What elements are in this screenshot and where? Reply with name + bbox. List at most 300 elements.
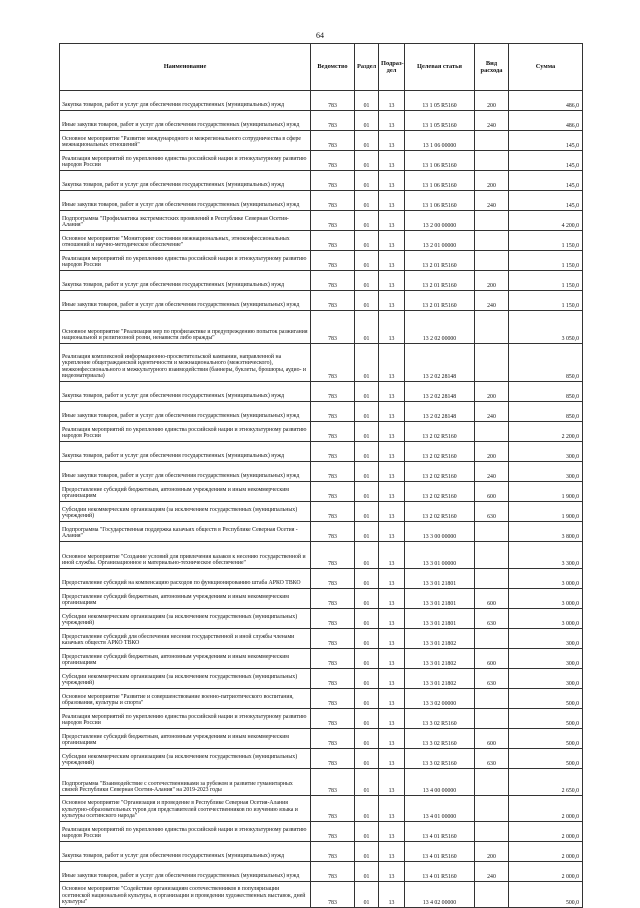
row-vid-raskhoda	[475, 769, 509, 796]
row-razdel: 01	[355, 271, 379, 291]
table-row	[60, 822, 583, 842]
row-podrazdel: 13	[379, 171, 405, 191]
row-podrazdel: 13	[379, 91, 405, 111]
row-summa: 145,0	[509, 171, 583, 191]
row-podrazdel: 13	[379, 482, 405, 502]
row-podrazdel: 13	[379, 462, 405, 482]
table-row	[60, 729, 583, 749]
row-summa: 500,0	[509, 689, 583, 709]
row-vid-raskhoda: 240	[475, 402, 509, 422]
row-vid-raskhoda	[475, 311, 509, 344]
row-vid-raskhoda	[475, 569, 509, 589]
table-row	[60, 569, 583, 589]
row-name: Основное мероприятие "Реализация мер по профилактике и предупреждению попыток разжигания национальной и религиозной розни, ненависти либо вражды"	[60, 311, 311, 344]
row-podrazdel: 13	[379, 422, 405, 442]
row-celevaya-statya: 13 4 02 00000	[405, 882, 475, 908]
row-razdel: 01	[355, 729, 379, 749]
row-name: Закупка товаров, работ и услуг для обеспечения государственных (муниципальных) нужд	[60, 382, 311, 402]
row-name: Основное мероприятие "Создание условий для привлечения казаков к несению государственной и иной службы. Организационное и материально-техническое обеспечение"	[60, 542, 311, 569]
row-celevaya-statya: 13 2 01 R5160	[405, 271, 475, 291]
row-celevaya-statya: 13 3 01 21802	[405, 629, 475, 649]
table-row	[60, 402, 583, 422]
row-celevaya-statya: 13 2 01 00000	[405, 231, 475, 251]
row-vid-raskhoda: 630	[475, 669, 509, 689]
row-razdel: 01	[355, 749, 379, 769]
row-razdel: 01	[355, 502, 379, 522]
row-summa: 1 150,0	[509, 271, 583, 291]
row-vedomstvo: 783	[311, 709, 355, 729]
row-summa: 2 000,0	[509, 796, 583, 822]
row-vedomstvo: 783	[311, 862, 355, 882]
row-vid-raskhoda	[475, 251, 509, 271]
row-name: Реализация мероприятий по укреплению единства российской нации и этнокультурному развитию народов России	[60, 422, 311, 442]
row-razdel: 01	[355, 629, 379, 649]
row-vid-raskhoda	[475, 629, 509, 649]
row-vedomstvo: 783	[311, 502, 355, 522]
row-summa: 1 900,0	[509, 502, 583, 522]
row-vedomstvo: 783	[311, 382, 355, 402]
row-name: Иные закупки товаров, работ и услуг для обеспечения государственных (муниципальных) нужд	[60, 402, 311, 422]
row-razdel: 01	[355, 171, 379, 191]
row-summa: 3 300,0	[509, 542, 583, 569]
row-podrazdel: 13	[379, 822, 405, 842]
row-vid-raskhoda: 630	[475, 609, 509, 629]
row-name: Иные закупки товаров, работ и услуг для обеспечения государственных (муниципальных) нужд	[60, 462, 311, 482]
row-vedomstvo: 783	[311, 344, 355, 382]
row-podrazdel: 13	[379, 344, 405, 382]
row-summa: 500,0	[509, 729, 583, 749]
row-name: Реализация мероприятий по укреплению единства российской нации и этнокультурному развитию народов России	[60, 822, 311, 842]
row-podrazdel: 13	[379, 271, 405, 291]
row-vedomstvo: 783	[311, 231, 355, 251]
page-number: 64	[316, 31, 324, 40]
row-razdel: 01	[355, 111, 379, 131]
row-vedomstvo: 783	[311, 669, 355, 689]
row-celevaya-statya: 13 4 00 00000	[405, 769, 475, 796]
row-summa: 300,0	[509, 669, 583, 689]
row-vedomstvo: 783	[311, 569, 355, 589]
row-razdel: 01	[355, 151, 379, 171]
row-summa: 850,0	[509, 382, 583, 402]
row-podrazdel: 13	[379, 382, 405, 402]
table-row	[60, 482, 583, 502]
row-razdel: 01	[355, 769, 379, 796]
row-vedomstvo: 783	[311, 442, 355, 462]
table-row	[60, 542, 583, 569]
row-vid-raskhoda: 200	[475, 842, 509, 862]
row-vid-raskhoda	[475, 542, 509, 569]
header-name: Наименование	[60, 44, 311, 91]
row-celevaya-statya: 13 2 02 R5160	[405, 442, 475, 462]
row-podrazdel: 13	[379, 709, 405, 729]
row-vid-raskhoda: 240	[475, 291, 509, 311]
table-row	[60, 191, 583, 211]
row-name: Реализация комплексной информационно-просветительской кампании, направленной на укрепление общегражданской идентичности и межнационального (межэтнического), межконфессионального и межкультурного взаимодействия (баннеры, буклеты, брошюры, аудио- и видеоматериалы)	[60, 344, 311, 382]
row-summa: 2 200,0	[509, 422, 583, 442]
row-vedomstvo: 783	[311, 151, 355, 171]
row-vid-raskhoda	[475, 344, 509, 382]
row-vid-raskhoda: 200	[475, 271, 509, 291]
header-vedomstvo: Ведомство	[311, 44, 355, 91]
row-vid-raskhoda	[475, 131, 509, 151]
row-podrazdel: 13	[379, 629, 405, 649]
row-celevaya-statya: 13 3 01 21802	[405, 669, 475, 689]
row-vedomstvo: 783	[311, 629, 355, 649]
row-name: Иные закупки товаров, работ и услуг для обеспечения государственных (муниципальных) нужд	[60, 191, 311, 211]
row-razdel: 01	[355, 291, 379, 311]
table-header-row	[60, 44, 583, 91]
row-name: Субсидии некоммерческим организациям (за исключением государственных (муниципальных) учреждений)	[60, 749, 311, 769]
row-vedomstvo: 783	[311, 271, 355, 291]
row-vid-raskhoda: 600	[475, 729, 509, 749]
row-vedomstvo: 783	[311, 311, 355, 344]
row-vedomstvo: 783	[311, 91, 355, 111]
budget-table	[59, 43, 583, 908]
row-razdel: 01	[355, 422, 379, 442]
row-vedomstvo: 783	[311, 211, 355, 231]
row-name: Подпрограмма "Государственная поддержка казачьих обществ в Республике Северная Осетия - Алания"	[60, 522, 311, 542]
row-razdel: 01	[355, 382, 379, 402]
row-celevaya-statya: 13 3 01 21801	[405, 609, 475, 629]
row-summa: 486,0	[509, 111, 583, 131]
row-podrazdel: 13	[379, 769, 405, 796]
row-summa: 145,0	[509, 131, 583, 151]
row-vedomstvo: 783	[311, 111, 355, 131]
row-name: Предоставление субсидий бюджетным, автономным учреждениям и иным некоммерческим организациям	[60, 482, 311, 502]
row-razdel: 01	[355, 842, 379, 862]
row-razdel: 01	[355, 211, 379, 231]
table-row	[60, 629, 583, 649]
row-podrazdel: 13	[379, 862, 405, 882]
row-podrazdel: 13	[379, 842, 405, 862]
row-name: Основное мероприятие "Содействие организациям соотечественников в популяризации осетинской национальной культуры, в организации и проведении художественных выставок, дней культуры"	[60, 882, 311, 908]
row-summa: 3 000,0	[509, 569, 583, 589]
row-razdel: 01	[355, 589, 379, 609]
row-summa: 300,0	[509, 462, 583, 482]
row-vedomstvo: 783	[311, 402, 355, 422]
table-row	[60, 689, 583, 709]
row-podrazdel: 13	[379, 649, 405, 669]
row-summa: 500,0	[509, 749, 583, 769]
row-vedomstvo: 783	[311, 171, 355, 191]
row-summa: 3 050,0	[509, 311, 583, 344]
row-summa: 850,0	[509, 402, 583, 422]
table-row	[60, 862, 583, 882]
row-name: Основное мероприятие "Мониторинг состояния межнациональных, этноконфессиональных отношений и научно-методическое обеспечение"	[60, 231, 311, 251]
row-vid-raskhoda: 600	[475, 589, 509, 609]
row-name: Реализация мероприятий по укреплению единства российской нации и этнокультурному развитию народов России	[60, 709, 311, 729]
row-celevaya-statya: 13 3 01 00000	[405, 542, 475, 569]
table-row	[60, 251, 583, 271]
row-vedomstvo: 783	[311, 729, 355, 749]
row-vid-raskhoda: 200	[475, 442, 509, 462]
row-vedomstvo: 783	[311, 796, 355, 822]
row-summa: 1 150,0	[509, 291, 583, 311]
row-summa: 3 800,0	[509, 522, 583, 542]
row-razdel: 01	[355, 669, 379, 689]
row-vid-raskhoda	[475, 709, 509, 729]
row-celevaya-statya: 13 4 01 00000	[405, 796, 475, 822]
row-summa: 300,0	[509, 649, 583, 669]
table-row	[60, 589, 583, 609]
header-summa: Сумма	[509, 44, 583, 91]
row-vid-raskhoda: 600	[475, 482, 509, 502]
row-celevaya-statya: 13 2 01 R5160	[405, 291, 475, 311]
row-summa: 500,0	[509, 882, 583, 908]
row-name: Реализация мероприятий по укреплению единства российской нации и этнокультурному развитию народов России	[60, 151, 311, 171]
row-vid-raskhoda	[475, 689, 509, 709]
row-summa: 500,0	[509, 709, 583, 729]
row-celevaya-statya: 13 2 02 R5160	[405, 502, 475, 522]
row-razdel: 01	[355, 344, 379, 382]
row-name: Иные закупки товаров, работ и услуг для обеспечения государственных (муниципальных) нужд	[60, 291, 311, 311]
row-celevaya-statya: 13 1 05 R5160	[405, 91, 475, 111]
row-vid-raskhoda	[475, 151, 509, 171]
row-razdel: 01	[355, 709, 379, 729]
row-vid-raskhoda: 240	[475, 191, 509, 211]
row-celevaya-statya: 13 2 01 R5160	[405, 251, 475, 271]
table-row	[60, 131, 583, 151]
table-row	[60, 522, 583, 542]
row-vid-raskhoda: 240	[475, 111, 509, 131]
table-row	[60, 291, 583, 311]
table-row	[60, 669, 583, 689]
header-podrazdel: Подраз-дел	[379, 44, 405, 91]
row-razdel: 01	[355, 882, 379, 908]
row-vid-raskhoda: 200	[475, 91, 509, 111]
row-name: Предоставление субсидий бюджетным, автономным учреждениям и иным некоммерческим организациям	[60, 649, 311, 669]
row-summa: 145,0	[509, 191, 583, 211]
row-vedomstvo: 783	[311, 589, 355, 609]
table-row	[60, 422, 583, 442]
row-name: Субсидии некоммерческим организациям (за исключением государственных (муниципальных) учреждений)	[60, 609, 311, 629]
row-vedomstvo: 783	[311, 749, 355, 769]
row-name: Основное мероприятие "Развитие и совершенствование военно-патриотического воспитания, образования, культуры и спорта"	[60, 689, 311, 709]
row-razdel: 01	[355, 522, 379, 542]
row-name: Предоставление субсидий бюджетным, автономным учреждениям и иным некоммерческим организациям	[60, 729, 311, 749]
row-podrazdel: 13	[379, 749, 405, 769]
row-vid-raskhoda: 200	[475, 171, 509, 191]
row-vedomstvo: 783	[311, 422, 355, 442]
row-podrazdel: 13	[379, 882, 405, 908]
row-summa: 1 900,0	[509, 482, 583, 502]
row-razdel: 01	[355, 251, 379, 271]
row-podrazdel: 13	[379, 729, 405, 749]
row-summa: 145,0	[509, 151, 583, 171]
row-celevaya-statya: 13 2 02 28148	[405, 402, 475, 422]
row-summa: 850,0	[509, 344, 583, 382]
row-podrazdel: 13	[379, 522, 405, 542]
row-podrazdel: 13	[379, 191, 405, 211]
row-summa: 486,0	[509, 91, 583, 111]
row-name: Подпрограмма "Взаимодействие с соотечественниками за рубежом и развитие гуманитарных связей Республики Северная Осетия-Алания" на 2019-2023 годы	[60, 769, 311, 796]
row-summa: 1 150,0	[509, 231, 583, 251]
row-podrazdel: 13	[379, 589, 405, 609]
row-podrazdel: 13	[379, 442, 405, 462]
row-razdel: 01	[355, 442, 379, 462]
row-name: Субсидии некоммерческим организациям (за исключением государственных (муниципальных) учреждений)	[60, 502, 311, 522]
row-celevaya-statya: 13 3 01 21801	[405, 569, 475, 589]
row-name: Субсидии некоммерческим организациям (за исключением государственных (муниципальных) учреждений)	[60, 669, 311, 689]
row-razdel: 01	[355, 649, 379, 669]
row-name: Закупка товаров, работ и услуг для обеспечения государственных (муниципальных) нужд	[60, 271, 311, 291]
row-razdel: 01	[355, 231, 379, 251]
table-row	[60, 796, 583, 822]
header-celevaya-statya: Целевая статья	[405, 44, 475, 91]
row-podrazdel: 13	[379, 542, 405, 569]
row-podrazdel: 13	[379, 609, 405, 629]
row-podrazdel: 13	[379, 291, 405, 311]
row-podrazdel: 13	[379, 669, 405, 689]
row-summa: 2 650,0	[509, 769, 583, 796]
row-vedomstvo: 783	[311, 882, 355, 908]
row-podrazdel: 13	[379, 502, 405, 522]
row-name: Основное мероприятие "Организация и проведение в Республике Северная Осетия-Алания культурно-образовательных туров для представителей соотечественников по изучению языка и культуры осетинского народа"	[60, 796, 311, 822]
table-row	[60, 171, 583, 191]
row-name: Предоставление субсидий бюджетным, автономным учреждениям и иным некоммерческим организациям	[60, 589, 311, 609]
row-vid-raskhoda	[475, 231, 509, 251]
table-row	[60, 211, 583, 231]
row-podrazdel: 13	[379, 796, 405, 822]
row-name: Подпрограмма "Профилактика экстремистских проявлений в Республике Северная Осетия-Алания"	[60, 211, 311, 231]
row-podrazdel: 13	[379, 402, 405, 422]
row-celevaya-statya: 13 1 06 00000	[405, 131, 475, 151]
table-row	[60, 769, 583, 796]
row-celevaya-statya: 13 3 01 21801	[405, 589, 475, 609]
row-celevaya-statya: 13 4 01 R5160	[405, 842, 475, 862]
table-row	[60, 151, 583, 171]
row-vid-raskhoda	[475, 882, 509, 908]
table-row	[60, 649, 583, 669]
row-vid-raskhoda	[475, 822, 509, 842]
table-row	[60, 709, 583, 729]
row-celevaya-statya: 13 2 02 R5160	[405, 482, 475, 502]
row-celevaya-statya: 13 2 02 R5160	[405, 422, 475, 442]
row-vedomstvo: 783	[311, 291, 355, 311]
table-row	[60, 382, 583, 402]
row-razdel: 01	[355, 609, 379, 629]
row-razdel: 01	[355, 796, 379, 822]
row-podrazdel: 13	[379, 211, 405, 231]
row-vedomstvo: 783	[311, 822, 355, 842]
row-celevaya-statya: 13 3 00 00000	[405, 522, 475, 542]
table-row	[60, 842, 583, 862]
row-vid-raskhoda: 240	[475, 862, 509, 882]
row-name: Предоставление субсидий на компенсацию расходов по функционированию штаба АРКО ТВКО	[60, 569, 311, 589]
row-razdel: 01	[355, 91, 379, 111]
row-razdel: 01	[355, 482, 379, 502]
table-row	[60, 462, 583, 482]
row-celevaya-statya: 13 3 02 R5160	[405, 709, 475, 729]
row-vid-raskhoda: 600	[475, 649, 509, 669]
row-razdel: 01	[355, 311, 379, 344]
row-razdel: 01	[355, 862, 379, 882]
row-celevaya-statya: 13 1 05 R5160	[405, 111, 475, 131]
table-row	[60, 271, 583, 291]
row-vid-raskhoda: 240	[475, 462, 509, 482]
row-celevaya-statya: 13 1 06 R5160	[405, 191, 475, 211]
row-celevaya-statya: 13 2 02 00000	[405, 311, 475, 344]
row-vedomstvo: 783	[311, 769, 355, 796]
row-vid-raskhoda	[475, 796, 509, 822]
row-celevaya-statya: 13 1 06 R5160	[405, 171, 475, 191]
row-name: Иные закупки товаров, работ и услуг для обеспечения государственных (муниципальных) нужд	[60, 862, 311, 882]
table-row	[60, 311, 583, 344]
row-summa: 3 000,0	[509, 589, 583, 609]
row-name: Предоставление субсидий для обеспечения несения государственной и иной службы членами казачьих обществ АРКО ТВКО	[60, 629, 311, 649]
row-podrazdel: 13	[379, 311, 405, 344]
row-summa: 3 000,0	[509, 609, 583, 629]
row-name: Закупка товаров, работ и услуг для обеспечения государственных (муниципальных) нужд	[60, 442, 311, 462]
header-vid-raskhoda: Вид расхода	[475, 44, 509, 91]
row-celevaya-statya: 13 2 02 28148	[405, 382, 475, 402]
row-name: Основное мероприятие "Развитие международного и межрегионального сотрудничества в сфере межнациональных отношений"	[60, 131, 311, 151]
row-vedomstvo: 783	[311, 482, 355, 502]
row-celevaya-statya: 13 2 00 00000	[405, 211, 475, 231]
row-vedomstvo: 783	[311, 649, 355, 669]
row-podrazdel: 13	[379, 231, 405, 251]
row-razdel: 01	[355, 569, 379, 589]
row-podrazdel: 13	[379, 689, 405, 709]
row-vedomstvo: 783	[311, 191, 355, 211]
row-vedomstvo: 783	[311, 251, 355, 271]
table-row	[60, 442, 583, 462]
row-summa: 2 000,0	[509, 822, 583, 842]
table-row	[60, 749, 583, 769]
row-vid-raskhoda: 630	[475, 749, 509, 769]
row-razdel: 01	[355, 542, 379, 569]
row-celevaya-statya: 13 3 02 00000	[405, 689, 475, 709]
row-summa: 2 000,0	[509, 842, 583, 862]
row-razdel: 01	[355, 131, 379, 151]
row-vid-raskhoda	[475, 211, 509, 231]
row-vid-raskhoda	[475, 522, 509, 542]
row-name: Иные закупки товаров, работ и услуг для обеспечения государственных (муниципальных) нужд	[60, 111, 311, 131]
row-celevaya-statya: 13 1 06 R5160	[405, 151, 475, 171]
row-name: Закупка товаров, работ и услуг для обеспечения государственных (муниципальных) нужд	[60, 91, 311, 111]
row-summa: 300,0	[509, 442, 583, 462]
row-vedomstvo: 783	[311, 689, 355, 709]
row-vid-raskhoda: 200	[475, 382, 509, 402]
table-row	[60, 91, 583, 111]
table-row	[60, 111, 583, 131]
row-celevaya-statya: 13 4 01 R5160	[405, 862, 475, 882]
row-podrazdel: 13	[379, 111, 405, 131]
row-razdel: 01	[355, 462, 379, 482]
row-summa: 4 200,0	[509, 211, 583, 231]
row-vedomstvo: 783	[311, 542, 355, 569]
table-row	[60, 609, 583, 629]
row-razdel: 01	[355, 402, 379, 422]
row-celevaya-statya: 13 3 02 R5160	[405, 729, 475, 749]
row-razdel: 01	[355, 689, 379, 709]
row-vid-raskhoda	[475, 422, 509, 442]
table-row	[60, 231, 583, 251]
row-podrazdel: 13	[379, 251, 405, 271]
header-razdel: Раздел	[355, 44, 379, 91]
table-row	[60, 502, 583, 522]
row-summa: 300,0	[509, 629, 583, 649]
row-name: Реализация мероприятий по укреплению единства российской нации и этнокультурному развитию народов России	[60, 251, 311, 271]
row-podrazdel: 13	[379, 131, 405, 151]
row-podrazdel: 13	[379, 151, 405, 171]
row-vedomstvo: 783	[311, 462, 355, 482]
row-summa: 2 000,0	[509, 862, 583, 882]
row-razdel: 01	[355, 191, 379, 211]
row-podrazdel: 13	[379, 569, 405, 589]
row-vedomstvo: 783	[311, 522, 355, 542]
row-celevaya-statya: 13 3 02 R5160	[405, 749, 475, 769]
